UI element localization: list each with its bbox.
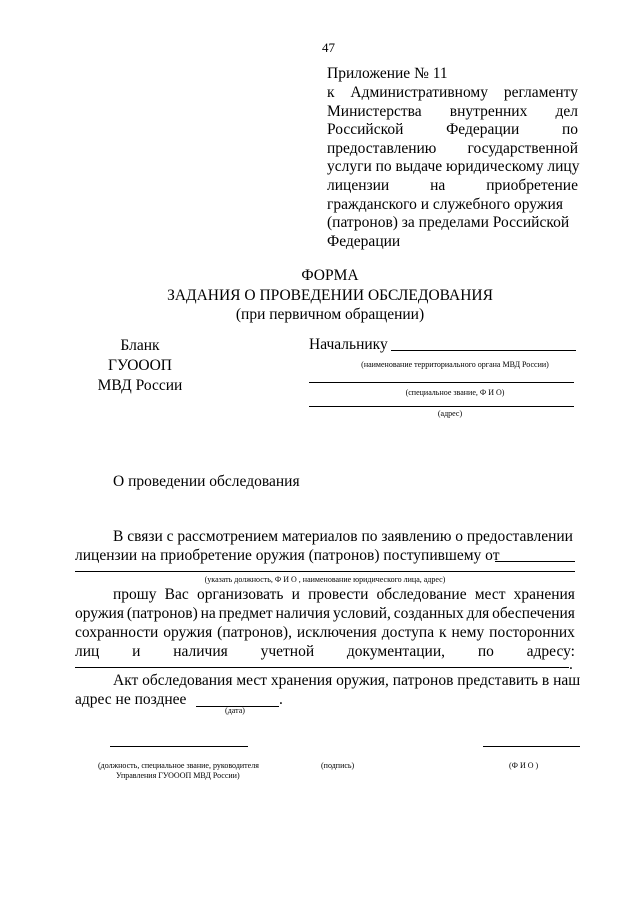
body-word: лиц — [75, 643, 100, 660]
appendix-word: Федерации — [446, 121, 520, 139]
addressee-address-line — [309, 406, 574, 407]
body-word: Вас — [164, 586, 189, 603]
body-word: посторонних — [489, 624, 575, 641]
caption-date: (дата) — [225, 706, 245, 715]
appendix-line — [327, 104, 578, 120]
body-word: адресу: — [526, 643, 575, 660]
appendix-word: услуги по выдаче юридическому лицу — [327, 158, 580, 176]
p2-line1 — [113, 587, 575, 603]
signature-position-line — [110, 746, 248, 747]
appendix-line — [327, 234, 578, 250]
body-word: хранения — [513, 586, 575, 603]
applicant-line-1 — [495, 561, 575, 562]
body-word: и — [291, 586, 300, 603]
addressee-name-line — [391, 350, 576, 351]
appendix-word: дел — [555, 102, 578, 120]
p2-line3 — [75, 625, 575, 641]
addressee-caption-rank: (специальное звание, Ф И О) — [405, 388, 505, 397]
caption-fio: (Ф И О ) — [509, 761, 539, 770]
appendix-line — [327, 159, 578, 175]
body-word: обеспечения — [492, 605, 575, 622]
appendix-word: Административному — [350, 84, 488, 101]
body-word: оружия — [75, 605, 124, 622]
body-word: обследование — [376, 586, 467, 603]
body-word: оружия — [163, 624, 213, 641]
p3-line2: адрес не позднее — [75, 691, 187, 708]
body-word: исключения — [296, 624, 377, 641]
body-word: на — [200, 605, 216, 622]
body-word: прошу — [113, 586, 157, 603]
appendix-word: государственной — [467, 139, 578, 157]
appendix-line — [327, 197, 578, 213]
body-word: мест — [474, 586, 506, 603]
appendix-line — [327, 178, 578, 194]
form-heading-line2: ЗАДАНИЯ О ПРОВЕДЕНИИ ОБСЛЕДОВАНИЯ — [167, 287, 493, 304]
appendix-word: Федерации — [327, 232, 401, 250]
addressee-label: Начальнику — [309, 336, 388, 353]
appendix-word: на — [430, 177, 446, 194]
appendix-title: Приложение № 11 — [327, 65, 448, 82]
p2-line2 — [75, 606, 575, 622]
caption-position-line1: (должность, специальное звание, руководителя — [98, 761, 259, 770]
body-word: созданных — [393, 605, 464, 622]
address-line — [75, 667, 569, 668]
appendix-word: по — [561, 121, 578, 139]
appendix-word: (патронов) за пределами Российской — [327, 214, 570, 232]
body-word: по — [477, 643, 494, 660]
appendix-word: внутренних — [449, 102, 528, 120]
signature-fio-line — [483, 746, 580, 747]
form-heading-line3: (при первичном обращении) — [235, 306, 425, 323]
appendix-word: Российской — [327, 121, 404, 139]
form-heading-line1: ФОРМА — [301, 267, 359, 284]
p2-line4 — [75, 644, 575, 660]
body-word: условий, — [332, 605, 391, 622]
caption-position-line2: Управления ГУОООП МВД России) — [116, 771, 240, 780]
appendix-line — [327, 141, 578, 157]
appendix-word: к — [327, 84, 335, 101]
appendix-word: Министерства — [327, 102, 422, 120]
address-line-period: . — [569, 656, 573, 673]
body-word: учетной — [260, 643, 315, 660]
body-word: и — [132, 643, 141, 660]
body-word: провести — [308, 586, 369, 603]
blank-line2: ГУОООП — [108, 357, 172, 374]
appendix-line — [327, 215, 578, 231]
page-number: 47 — [322, 40, 335, 55]
addressee-caption-organ: (наименование территориального органа МВД России) — [361, 360, 549, 369]
appendix-word: регламенту — [503, 84, 578, 101]
caption-signature: (подпись) — [321, 761, 355, 770]
blank-line3: МВД России — [97, 377, 183, 394]
body-word: (патронов) — [126, 605, 198, 622]
p1-line1: В связи с рассмотрением материалов по заявлению о предоставлении — [113, 528, 573, 545]
body-word: доступа — [381, 624, 435, 641]
body-word: для — [466, 605, 490, 622]
subject-line: О проведении обследования — [113, 473, 300, 490]
body-word: (патронов), — [217, 624, 292, 641]
date-line-period: . — [279, 691, 283, 708]
body-word: сохранности — [75, 624, 159, 641]
body-word: наличия — [275, 605, 331, 622]
body-word: предмет — [218, 605, 273, 622]
body-word: организовать — [196, 586, 284, 603]
addressee-caption-address: (адрес) — [437, 409, 463, 418]
caption-applicant: (указать должность, Ф И О , наименование юридического лица, адрес) — [204, 575, 446, 584]
appendix-word: приобретение — [486, 177, 578, 194]
applicant-line-2 — [75, 571, 575, 572]
appendix-word: лицензии — [327, 177, 390, 194]
p1-line2: лицензии на приобретение оружия (патронов) поступившему от — [75, 547, 500, 564]
p3-line1: Акт обследования мест хранения оружия, патронов представить в наш — [113, 672, 581, 689]
appendix-line — [327, 122, 578, 138]
body-word: нему — [451, 624, 485, 641]
appendix-line — [327, 85, 578, 101]
blank-line1: Бланк — [120, 337, 160, 354]
body-word: наличия — [173, 643, 228, 660]
body-word: документации, — [346, 643, 446, 660]
appendix-word: гражданского и служебного оружия — [327, 195, 563, 213]
appendix-word: предоставлению — [327, 139, 437, 157]
body-word: к — [439, 624, 447, 641]
addressee-rank-line — [309, 382, 574, 383]
